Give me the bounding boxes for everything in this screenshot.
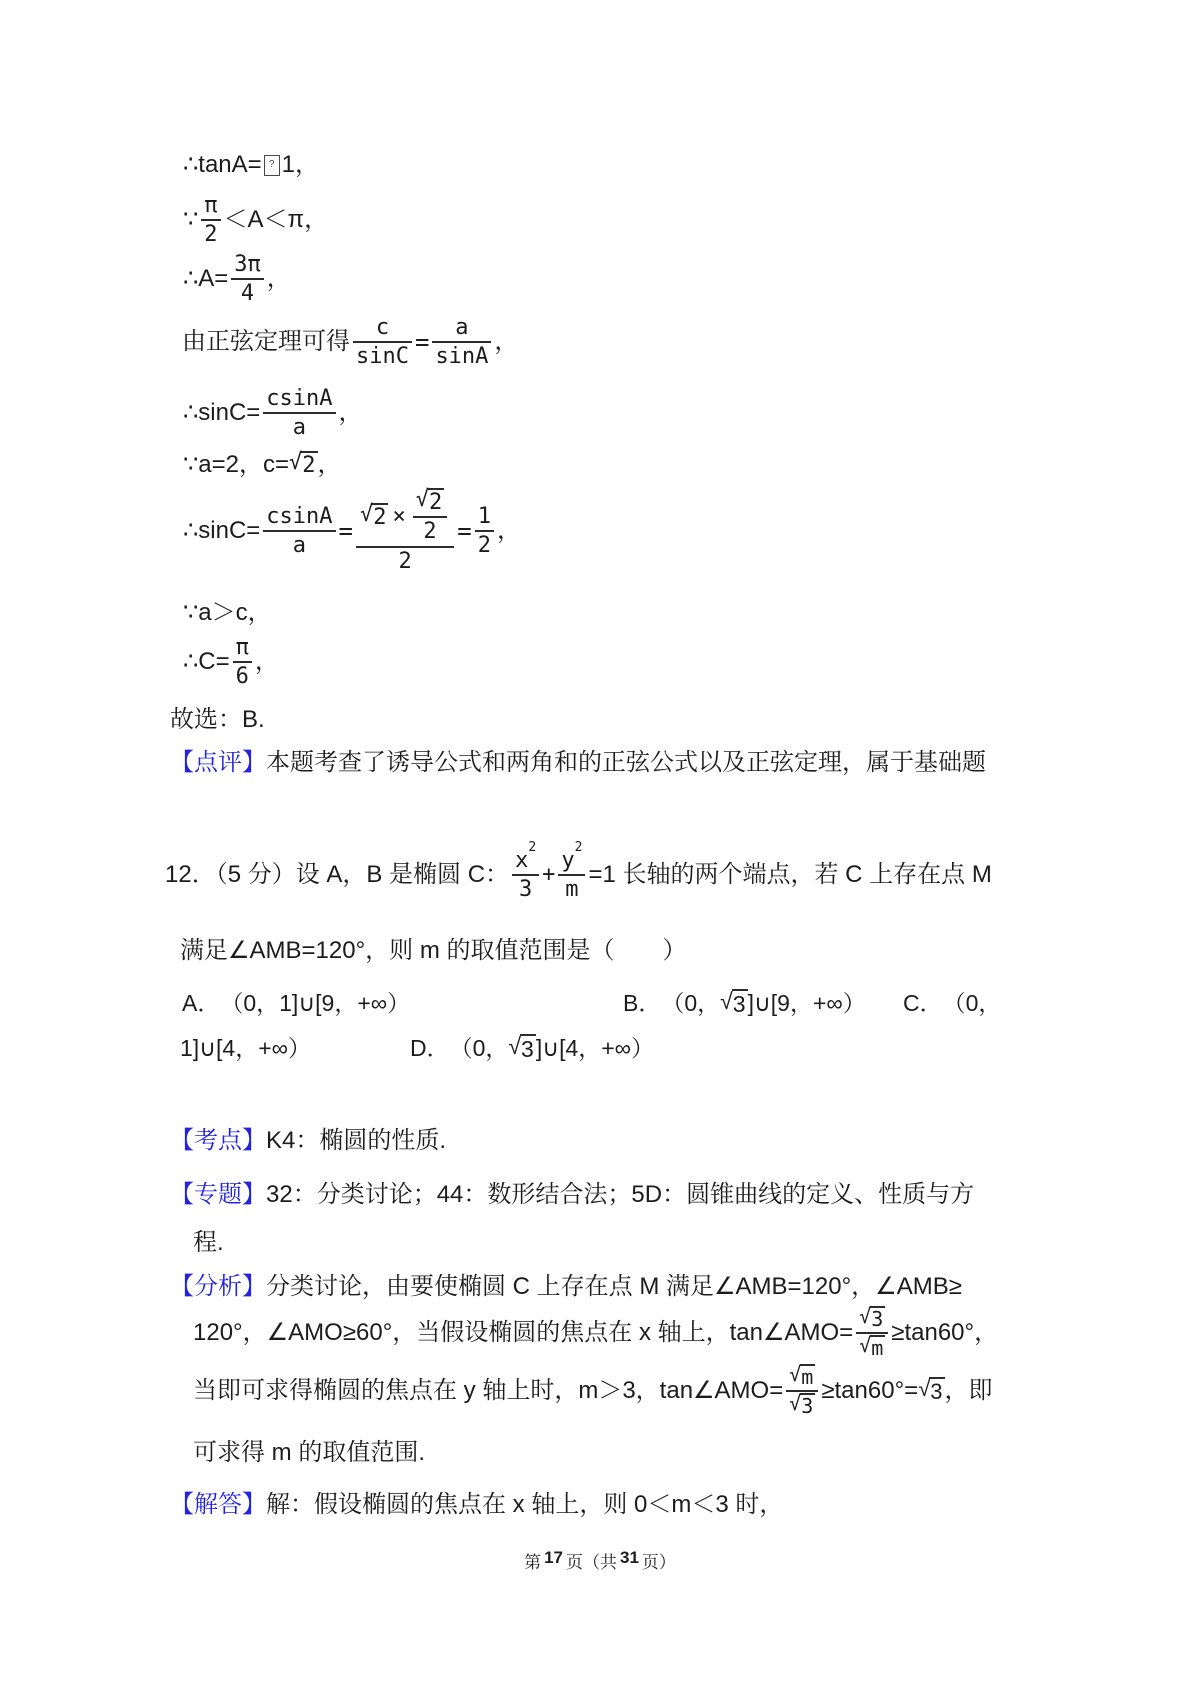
question-text: =1 长轴的两个端点，若 C 上存在点 M	[588, 861, 992, 889]
fenxi-text: 120°，∠AMO≥60°，当假设椭圆的焦点在 x 轴上，tan∠AMO=	[193, 1319, 854, 1346]
formula-text: ∵a=2，c=	[183, 451, 289, 478]
option-b	[623, 988, 866, 1018]
question-text: 满足∠AMB=120°，则 m 的取值范围是（ ）	[180, 937, 687, 964]
option-a-label: A．	[182, 990, 221, 1016]
option-d-label: D．	[410, 1035, 450, 1061]
fraction: y 2 m	[558, 848, 585, 903]
formula-text: ∵a＞c，	[183, 599, 272, 626]
fraction-big: √ 2 × √ 2 2 2	[356, 488, 454, 574]
review-text: 本题考查了诱导公式和两角和的正弦公式以及正弦定理，属于基础题	[266, 749, 986, 776]
option-b-text: （0，	[661, 990, 721, 1016]
radical-sign: √	[289, 450, 303, 476]
sqrt-radical: √ 3	[859, 1304, 884, 1331]
formula-text: ，	[317, 451, 342, 478]
fraction: x 2 3	[512, 848, 539, 903]
formula-line-tan-a	[183, 150, 319, 180]
radical-sign: √	[859, 1304, 872, 1328]
formula-line-sine-rule	[182, 315, 518, 370]
fraction: $\frac{1}{2}$	[475, 504, 494, 559]
radical-sign: √	[789, 1391, 802, 1415]
fraction-bar	[233, 661, 252, 663]
big-numerator	[356, 488, 454, 545]
formula-text: ＜A＜π，	[223, 206, 329, 234]
formula-text: ∴sinC=	[183, 516, 261, 544]
sqrt-radical: √ m	[859, 1333, 884, 1360]
question-text: 12．（5 分）设 A，B 是椭圆 C：	[165, 861, 510, 889]
sqrt-radical: √ m	[789, 1362, 814, 1389]
option-d	[410, 1033, 654, 1063]
answer-text: 故选：B.	[170, 706, 265, 733]
zhuanti-label: 【专题】	[170, 1181, 266, 1208]
radical-sign: √	[508, 1032, 522, 1059]
fraction-bar	[413, 516, 448, 518]
option-a	[182, 988, 410, 1018]
formula-line-c-value	[183, 635, 279, 690]
zhuanti-cont-text: 程.	[193, 1229, 224, 1256]
footer-text: 第	[524, 1553, 542, 1572]
fenxi-line-2	[193, 1306, 998, 1360]
formula-text: =	[414, 328, 430, 357]
exponent: 2	[528, 840, 537, 855]
fraction-bar	[231, 278, 264, 280]
formula-text: ∵	[183, 206, 199, 234]
fenxi-line-1	[170, 1272, 962, 1302]
formula-line-angle-range	[183, 193, 328, 248]
formula-text: =	[457, 516, 472, 545]
formula-line-sinc	[183, 386, 363, 441]
zhuanti-line	[170, 1180, 974, 1210]
missing-glyph-char: ?	[268, 159, 275, 170]
fraction: $\frac{csinA}{a}$	[263, 386, 335, 441]
sqrt-radical: √ 2	[289, 450, 316, 479]
option-d-text: （0，	[449, 1035, 509, 1061]
radical-sign: √	[359, 501, 374, 527]
zhuanti-cont-line	[193, 1228, 224, 1258]
kaodian-text: K4：椭圆的性质.	[266, 1127, 447, 1154]
formula-text: ，	[496, 516, 521, 544]
formula-text: 由正弦定理可得	[182, 328, 350, 356]
review-label: 【点评】	[170, 749, 266, 776]
fraction-bar	[356, 546, 454, 548]
formula-text: ，	[338, 399, 363, 427]
option-c-text: 1]∪[4，+∞）	[180, 1035, 312, 1061]
fraction: $\frac{a}{\sin A}$	[432, 315, 491, 370]
fraction-bar	[512, 874, 539, 876]
jieda-text: 解：假设椭圆的焦点在 x 轴上，则 0＜m＜3 时，	[266, 1491, 784, 1518]
sqrt-radical: √ 2	[415, 487, 443, 515]
fraction	[786, 1364, 818, 1418]
missing-glyph-box	[264, 155, 280, 176]
fraction: $\frac{\pi}{6}$	[233, 635, 252, 690]
exponent: 2	[574, 840, 583, 855]
answer-line	[170, 705, 265, 735]
formula-text: ，	[254, 648, 279, 676]
formula-text: ，	[494, 328, 519, 356]
formula-text: 1，	[281, 151, 320, 178]
fraction-inner: √ 2 2	[413, 488, 448, 545]
formula-line-given-values	[183, 450, 342, 480]
fraction-bar	[263, 412, 335, 414]
option-b-label: B．	[623, 990, 662, 1016]
review-line	[170, 748, 986, 778]
formula-line-sinc-calc	[183, 488, 521, 574]
formula-text: ∴C=	[183, 648, 230, 676]
fraction: $\frac{csinA}{a}$	[263, 504, 335, 559]
radical-sign: √	[720, 987, 733, 1014]
fraction-bar	[201, 219, 220, 221]
fenxi-text: ，即	[944, 1377, 993, 1404]
sqrt-radical: √ 3	[918, 1376, 943, 1405]
formula-text: ∴sinC=	[183, 399, 261, 427]
sqrt-radical: √ 2	[359, 501, 387, 530]
sqrt-radical: √ 3	[720, 987, 746, 1017]
kaodian-label: 【考点】	[170, 1127, 266, 1154]
footer-text: 页）	[641, 1553, 676, 1572]
question-12-stem	[165, 840, 992, 903]
fenxi-text: ≥tan60°，	[891, 1319, 999, 1346]
fraction-bar	[353, 341, 412, 343]
option-c	[903, 988, 1001, 1018]
question-12-stem-line2	[180, 936, 687, 966]
formula-text: ∴A=	[183, 265, 229, 293]
fraction: $\frac{c}{\sin C}$	[353, 315, 412, 370]
option-a-text: （0，1]∪[9，+∞）	[220, 990, 411, 1016]
sqrt-radical: √ 3	[789, 1391, 814, 1418]
fraction-bar	[475, 530, 494, 532]
option-c-label: C．	[903, 990, 943, 1016]
formula-text: ，	[266, 265, 291, 293]
page-footer	[0, 1548, 1200, 1573]
plus-sign: +	[542, 862, 556, 888]
fenxi-text: 可求得 m 的取值范围.	[193, 1439, 425, 1466]
fenxi-label: 【分析】	[170, 1273, 266, 1300]
zhuanti-text: 32：分类讨论；44：数形结合法；5D：圆锥曲线的定义、性质与方	[266, 1181, 975, 1208]
option-c-cont	[180, 1033, 311, 1063]
footer-page-number: 17	[544, 1548, 563, 1567]
formula-text: ∴tanA=	[183, 151, 262, 178]
fenxi-line-4	[193, 1438, 425, 1468]
option-b-text: ]∪[9，+∞）	[747, 990, 866, 1016]
sqrt-radical: √ 3	[508, 1032, 534, 1062]
fraction: $\frac{3\pi}{4}$	[231, 252, 264, 307]
fenxi-line-3	[193, 1364, 993, 1418]
fraction: $\frac{\pi}{2}$	[201, 193, 220, 248]
fraction-bar	[432, 341, 491, 343]
fraction-bar	[263, 530, 335, 532]
fraction	[856, 1306, 888, 1360]
times-sign: ×	[392, 503, 406, 529]
fraction-bar	[558, 874, 585, 876]
jieda-line	[170, 1490, 783, 1520]
footer-total-pages: 31	[620, 1548, 639, 1567]
fenxi-text: 当即可求得椭圆的焦点在 y 轴上时，m＞3，tan∠AMO=	[193, 1377, 784, 1404]
fenxi-text: ≥tan60°=	[821, 1377, 919, 1404]
radical-sign: √	[789, 1362, 802, 1386]
radical-sign: √	[415, 487, 429, 512]
footer-text: 页（共	[566, 1553, 617, 1572]
option-c-text: （0，	[942, 990, 1002, 1016]
jieda-label: 【解答】	[170, 1491, 266, 1518]
radical-sign: √	[859, 1333, 872, 1357]
formula-text: =	[338, 516, 353, 545]
fenxi-text: 分类讨论，由要使椭圆 C 上存在点 M 满足∠AMB=120°，∠AMB≥	[266, 1273, 962, 1300]
formula-line-a-gt-c	[183, 598, 272, 628]
radical-sign: √	[918, 1376, 931, 1402]
kaodian-line	[170, 1126, 446, 1156]
option-d-text: ]∪[4，+∞）	[535, 1035, 655, 1061]
formula-line-a-value	[183, 252, 291, 307]
